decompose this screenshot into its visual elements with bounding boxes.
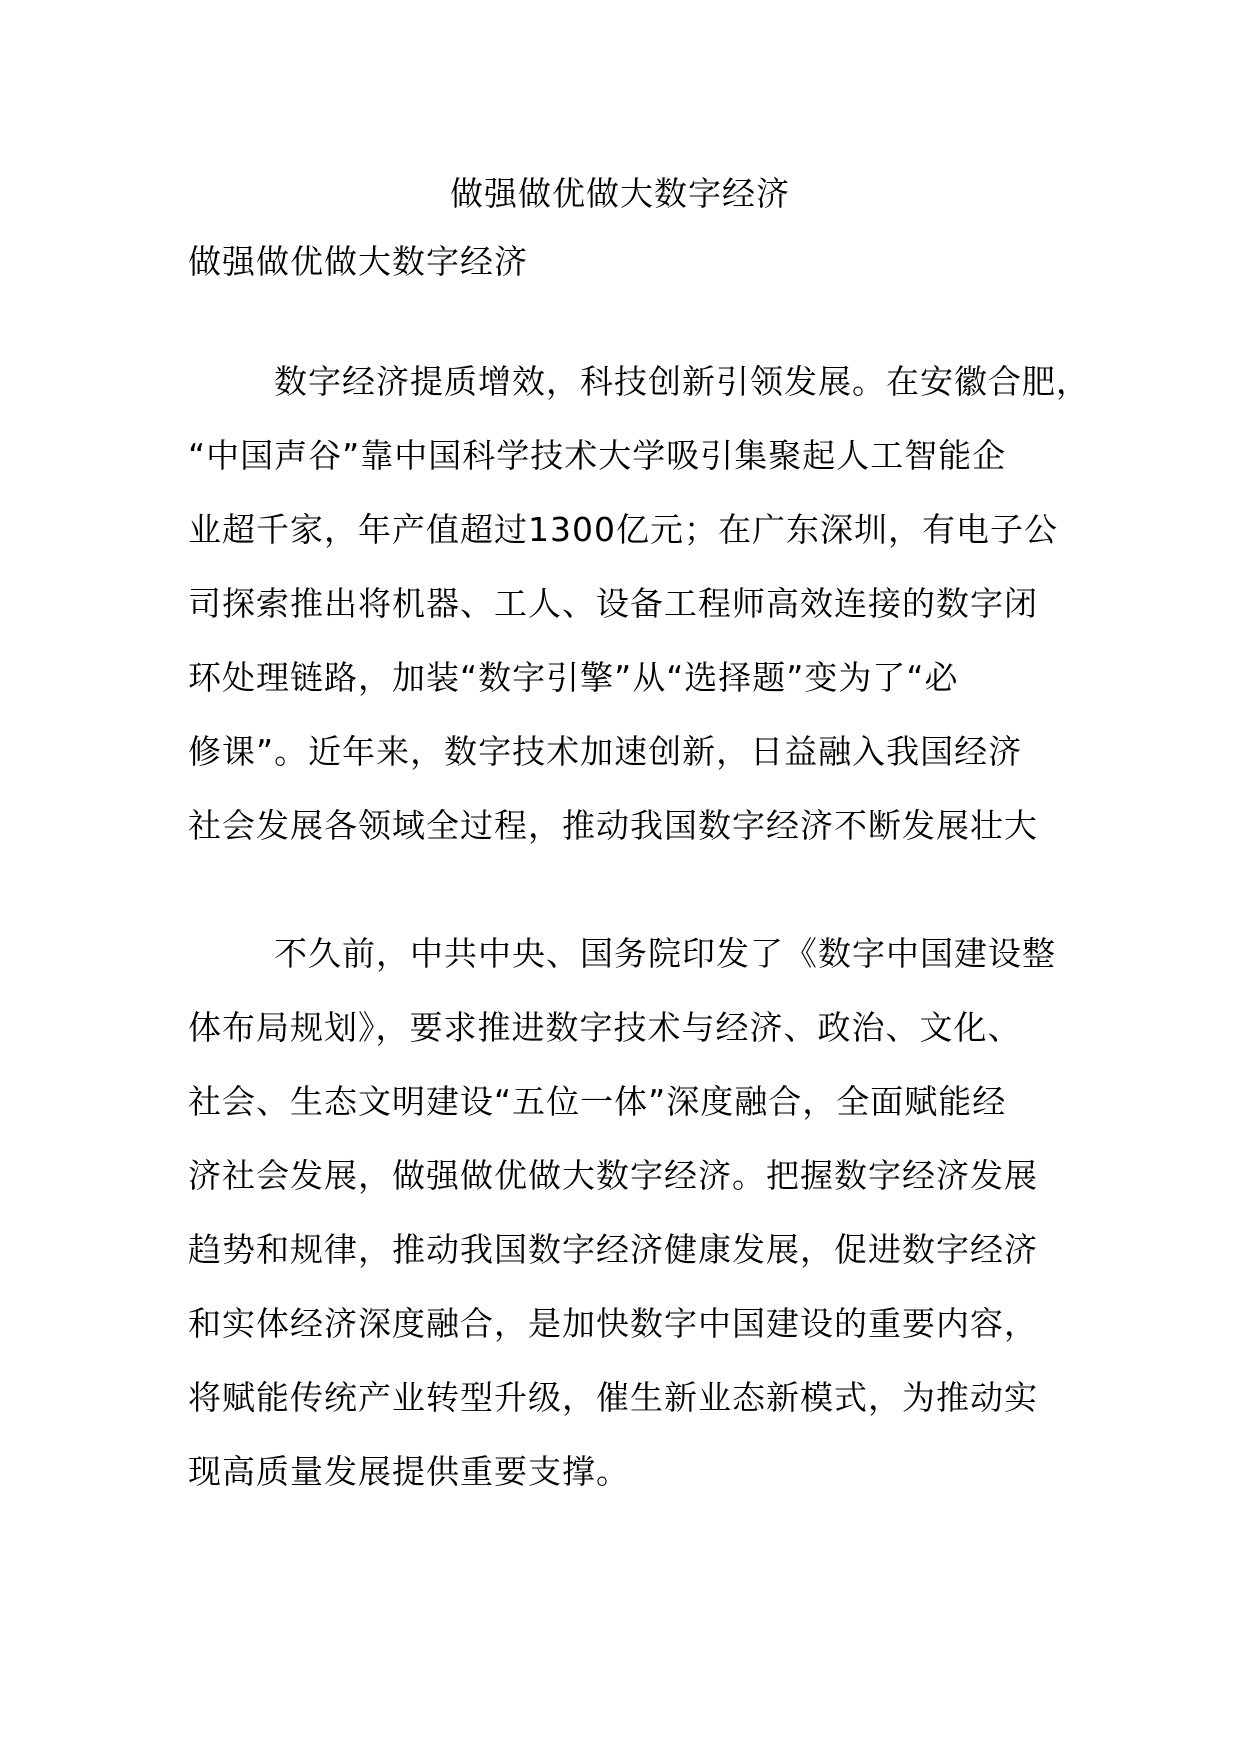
paragraph-line: 环处理链路，加装“数字引擎”从“选择题”变为了“必 (188, 658, 959, 697)
paragraph-line: 济社会发展，做强做优做大数字经济。把握数字经济发展 (188, 1156, 1038, 1195)
paragraph-line: 数字经济提质增效，科技创新引领发展。在安徽合肥， (274, 362, 1090, 401)
paragraph-line: 现高质量发展提供重要支撑。 (188, 1452, 630, 1491)
paragraph-line: 不久前，中共中央、国务院印发了《数字中国建设整 (274, 934, 1056, 973)
paragraph-line: 趋势和规律，推动我国数字经济健康发展，促进数字经济 (188, 1230, 1038, 1269)
paragraph-2 (188, 932, 1056, 1524)
paragraph-line: 和实体经济深度融合，是加快数字中国建设的重要内容， (188, 1304, 1038, 1343)
paragraph-1 (188, 360, 1090, 878)
paragraph-line: “中国声谷”靠中国科学技术大学吸引集聚起人工智能企 (188, 436, 1007, 475)
document-subtitle: 做强做优做大数字经济 (188, 242, 528, 281)
paragraph-line: 业超千家，年产值超过1300亿元；在广东深圳，有电子公 (188, 510, 1058, 549)
paragraph-line: 社会发展各领域全过程，推动我国数字经济不断发展壮大 (188, 806, 1038, 845)
paragraph-line: 修课”。近年来，数字技术加速创新，日益融入我国经济 (188, 732, 1023, 771)
paragraph-line: 将赋能传统产业转型升级，催生新业态新模式，为推动实 (188, 1378, 1038, 1417)
paragraph-line: 司探索推出将机器、工人、设备工程师高效连接的数字闭 (188, 584, 1038, 623)
paragraph-line: 社会、生态文明建设“五位一体”深度融合，全面赋能经 (188, 1082, 1007, 1121)
paragraph-line: 体布局规划》，要求推进数字技术与经济、政治、文化、 (188, 1008, 1022, 1047)
document-title: 做强做优做大数字经济 (450, 174, 790, 213)
